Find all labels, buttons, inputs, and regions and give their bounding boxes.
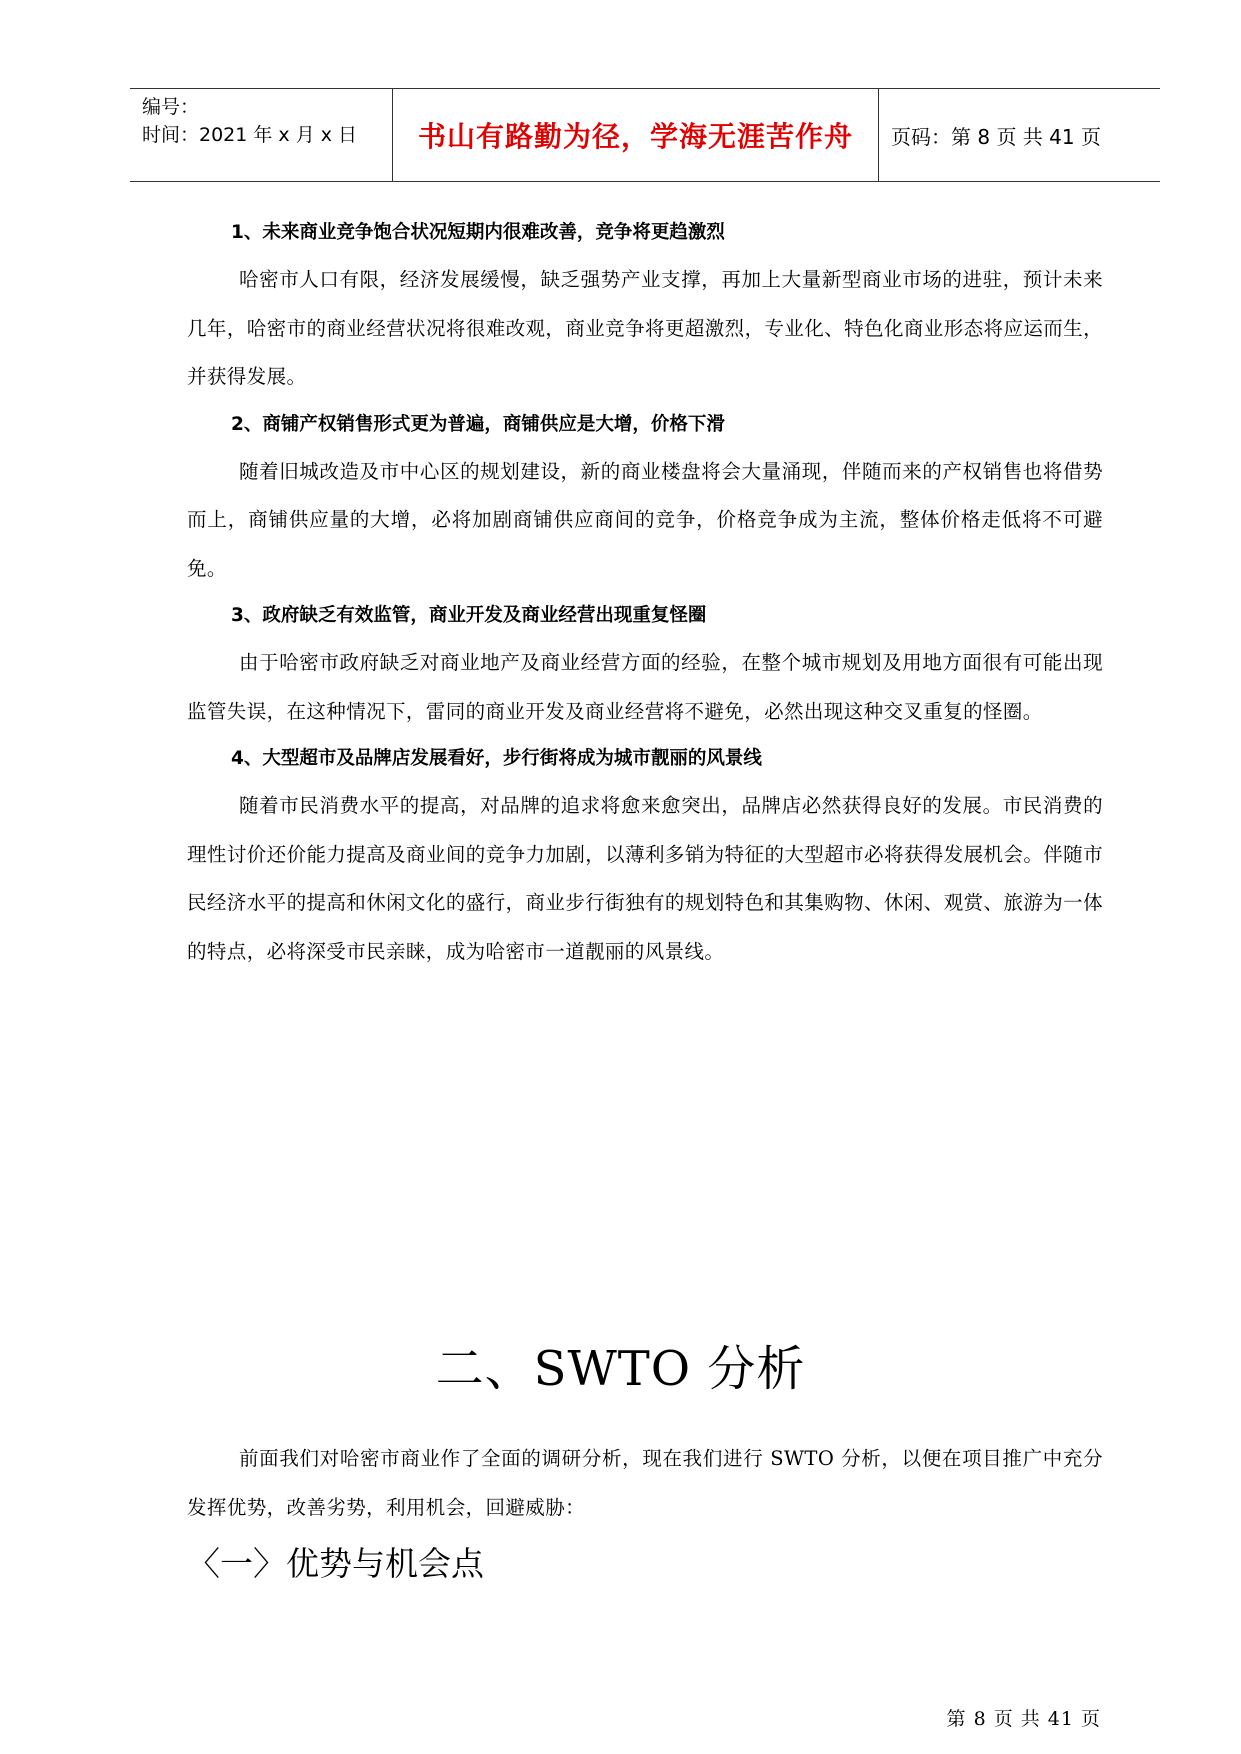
section-2: [187, 402, 1103, 594]
section-heading: 3、政府缺乏有效监管，商业开发及商业经营出现重复怪圈: [231, 605, 707, 626]
section-paragraph: 哈密市人口有限，经济发展缓慢，缺乏强势产业支撑，再加上大量新型商业市场的进驻，预计未来几年，哈密市的商业经营状况将很难改观，商业竞争将更超激烈，专业化、特色化商业形态将应运而生，并获得发展。: [187, 268, 1103, 388]
section-heading: 4、大型超市及品牌店发展看好，步行街将成为城市靓丽的风景线: [231, 748, 762, 769]
page-header: [130, 88, 1160, 182]
page-footer: 第 8 页 共 41 页: [946, 1708, 1101, 1730]
document-number-label: 编号：: [142, 96, 200, 118]
subsection-title: 〈一〉优势与机会点: [187, 1544, 484, 1583]
header-page-info: 页码：第 8 页 共 41 页: [891, 124, 1101, 149]
intro-block: [187, 1435, 1103, 1532]
intro-paragraph: 前面我们对哈密市商业作了全面的调研分析，现在我们进行 SWTO 分析，以便在项目推广中充分发挥优势，改善劣势，利用机会，回避威胁：: [187, 1447, 1103, 1519]
section-paragraph: 由于哈密市政府缺乏对商业地产及商业经营方面的经验，在整个城市规划及用地方面很有可能出现监管失误，在这种情况下，雷同的商业开发及商业经营将不避免，必然出现这种交叉重复的怪圈。: [187, 651, 1103, 723]
document-date: 时间：2021 年 x 月 x 日: [142, 124, 358, 146]
section-paragraph: 随着市民消费水平的提高，对品牌的追求将愈来愈突出，品牌店必然获得良好的发展。市民消费的理性讨价还价能力提高及商业间的竞争力加剧，以薄利多销为特征的大型超市必将获得发展机会。伴随市民经济水平的提高和休闲文化的盛行，商业步行街独有的规划特色和其集购物、休闲、观赏、旅游为一体的特点，必将深受市民亲睐，成为哈密市一道靓丽的风景线。: [187, 794, 1103, 963]
section-3: [187, 593, 1103, 736]
chapter-title: 二、SWTO 分析: [435, 1341, 806, 1397]
section-4: [187, 736, 1103, 976]
section-heading: 2、商铺产权销售形式更为普遍，商铺供应是大增，价格下滑: [231, 413, 725, 435]
section-1: [187, 210, 1103, 402]
section-heading: 1、未来商业竞争饱合状况短期内很难改善，竞争将更趋激烈: [231, 222, 725, 243]
section-paragraph: 随着旧城改造及市中心区的规划建设，新的商业楼盘将会大量涌现，伴随而来的产权销售也将借势而上，商铺供应量的大增，必将加剧商铺供应商间的竞争，价格竞争成为主流，整体价格走低将不可避免。: [187, 459, 1103, 580]
header-meta: [130, 89, 392, 181]
main-content: [187, 210, 1103, 976]
header-motto: 书山有路勤为径，学海无涯苦作舟: [392, 89, 879, 181]
